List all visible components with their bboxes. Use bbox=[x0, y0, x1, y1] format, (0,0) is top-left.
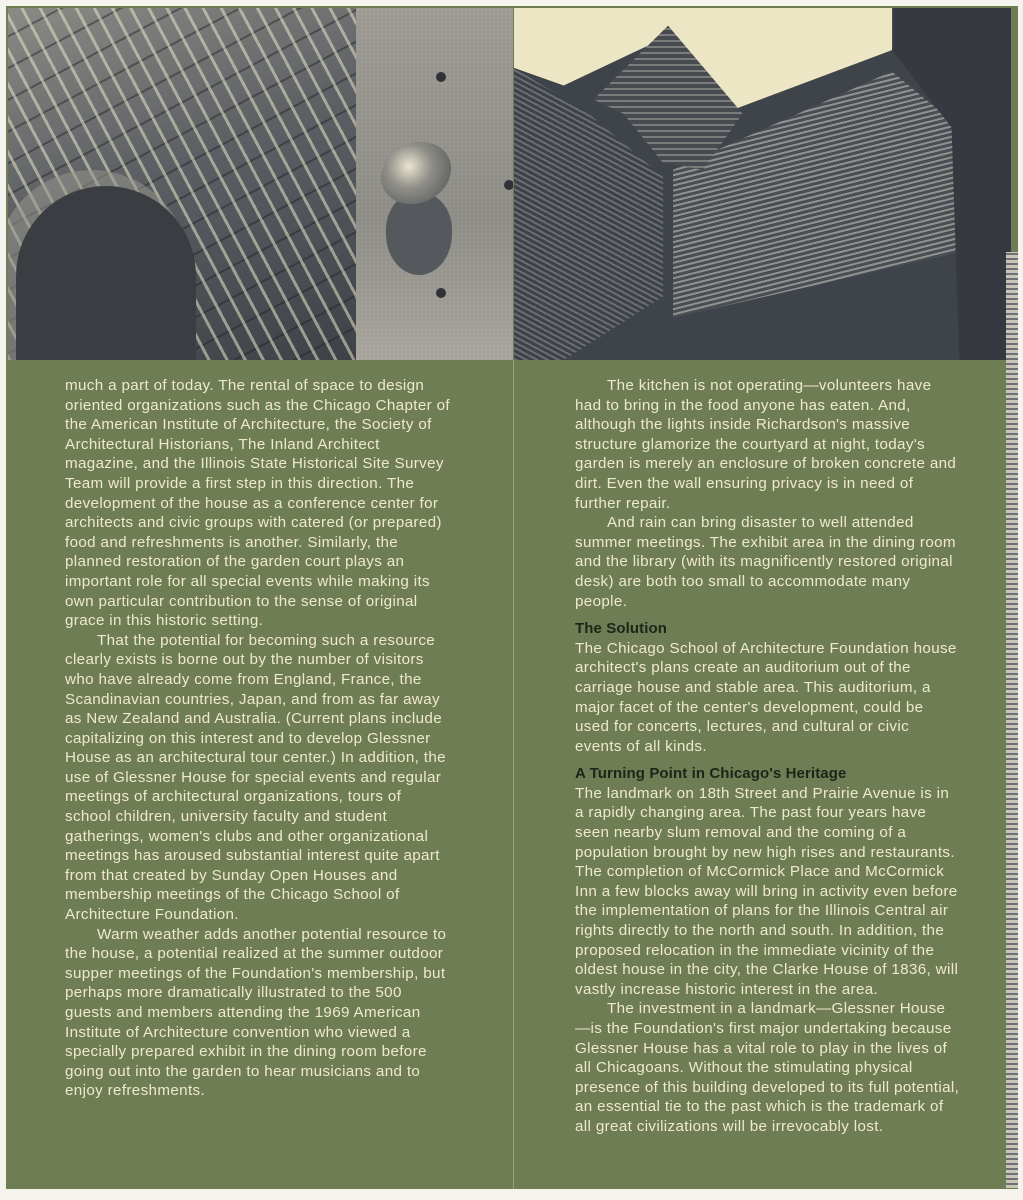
screw-hole-icon bbox=[436, 288, 446, 298]
paragraph: And rain can bring disaster to well attended summer meetings. The exhibit area in the dining room and the library (with its magnificently restored original desk) are both too small to accommodate many people. bbox=[575, 514, 956, 610]
paragraph: Warm weather adds another potential resource to the house, a potential realized at the summer outdoor supper meetings of the Foundation's membership, but perhaps more dramatically illustrated to the 500 guests and members attending the 1969 American Institute of Architecture convention who viewed a specially prepared exhibit in the dining room before going out into the garden to hear musicians and to enjoy refreshments. bbox=[65, 925, 447, 1100]
arch-opening bbox=[16, 186, 196, 360]
screw-hole-icon bbox=[436, 72, 446, 82]
section-heading-solution: The Solution bbox=[575, 620, 668, 638]
fold-line bbox=[513, 360, 514, 1189]
stone-arch-photo bbox=[8, 8, 513, 360]
left-text-column bbox=[65, 376, 450, 1101]
knob-escutcheon bbox=[386, 193, 452, 275]
paragraph: The landmark on 18th Street and Prairie Avenue is in a rapidly changing area. The past four years have seen nearby slum removal and the coming of a population brought by new high rises and restaurants. The completion of McCormick Place and McCormick Inn a few blocks away will bring in activity even before the implementation of plans for the Illinois Central air rights directly to the north and south. In addition, the proposed relocation in the immediate vicinity of the oldest house in the city, the Clarke House of 1836, will vastly increase historic interest in the area. bbox=[575, 784, 959, 998]
paragraph: The investment in a landmark—Glessner House—is the Foundation's first major undertaking because Glessner House has a vital role to play in the lives of all Chicagoans. Without the stimulating physical presence of this building developed to its full potential, an essential tie to the past which is the trademark of all great civilizations will be irrevocably lost. bbox=[575, 1000, 960, 1135]
paragraph: That the potential for becoming such a resource clearly exists is borne out by the number of visitors who have already come from England, France, the Scandinavian countries, Japan, and from as far away as New Zealand and Australia. (Current plans include capitalizing on this interest and to develop Glessner House as an architectural tour center.) In addition, the use of Glessner House for special events and regular meetings of architectural organizations, tours of school children, university faculty and student gatherings, women's clubs and other organizational meetings has aroused substantial interest quite apart from that created by Sunday Open Houses and membership meetings of the Chicago School of Architecture Foundation. bbox=[65, 631, 446, 924]
roof-tower-photo bbox=[514, 8, 1011, 360]
paragraph: The Chicago School of Architecture Foundation house architect's plans create an auditorium out of the carriage house and stable area. This auditorium, a major facet of the center's development, could be used for concerts, lectures, and cultural or civic events of all kinds. bbox=[575, 639, 957, 755]
right-text-column bbox=[575, 376, 960, 1137]
paragraph: The kitchen is not operating—volunteers have had to bring in the food anyone has eaten. And, although the lights inside Richardson's massive structure glamorize the courtyard at night, today's garden is merely an enclosure of broken concrete and dirt. Even the wall ensuring privacy is in need of further repair. bbox=[575, 377, 957, 512]
screw-hole-icon bbox=[504, 180, 513, 190]
page-edge-strip bbox=[1006, 252, 1018, 1188]
section-heading-turning-point: A Turning Point in Chicago's Heritage bbox=[575, 765, 847, 783]
paragraph: much a part of today. The rental of space to design oriented organizations such as the Chicago Chapter of the American Institute of Architecture, the Society of Architectural Historians, The Inland Architect magazine, and the Illinois State Historical Site Survey Team will provide a first step in this direction. The development of the house as a conference center for architects and civic groups with catered (or prepared) food and refreshments is another. Similarly, the planned restoration of the garden court plays an important role for all special events while making its own particular contribution to the sense of original grace in this historic setting. bbox=[65, 377, 450, 630]
